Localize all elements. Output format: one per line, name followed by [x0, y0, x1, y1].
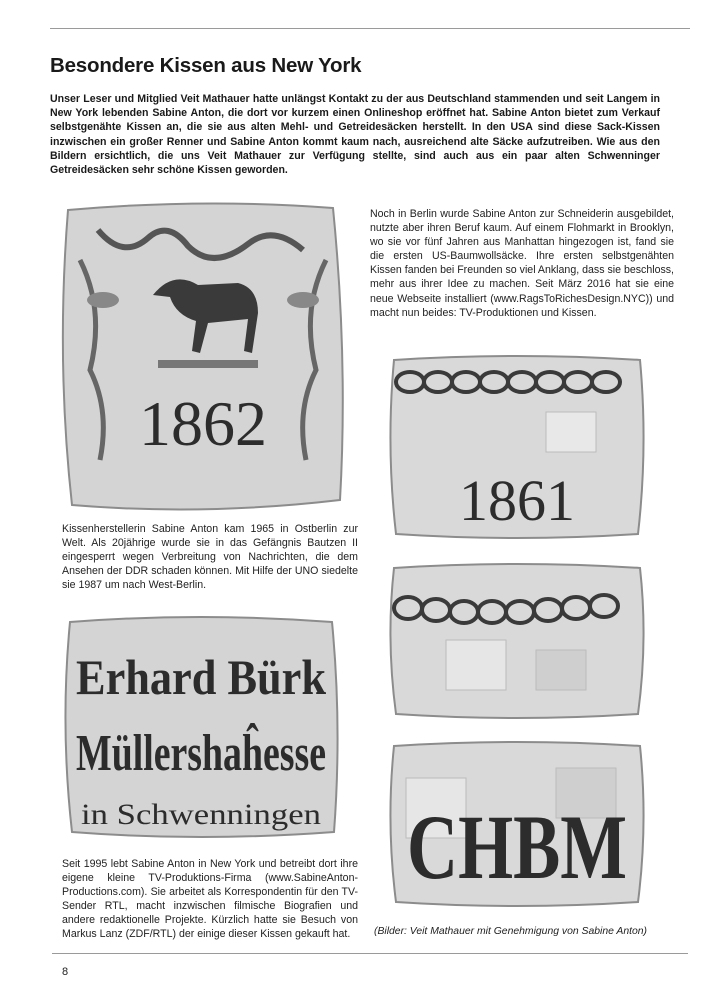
article-intro: Unser Leser und Mitglied Veit Mathauer hatte unlängst Kontakt zu der aus Deutschland stammenden und seit Langem in New York lebenden Sabine Anton, die dort vor kurzem einen Onlineshop eröffnet hat. Sabine Anton bietet zum Verkauf selbstgenähte Kissen an, die sie aus alten Mehl- und Getreidesäcken herstellt. In den USA sind diese Sack-Kissen inzwischen ein großer Renner und Sabine Anton kommt kaum nach, ausreichend alte Säcke aufzutreiben. Wie aus den Bildern ersichtlich, die uns Veit Mathauer zur Verfügung stellte, sind auch aus ein paar alten Schwenninger Getreidesäcken sehr schöne Kissen geworden. [50, 93, 660, 177]
pillow-1862-label: 1862 [139, 388, 267, 459]
photo-credit: (Bilder: Veit Mathauer mit Genehmigung von Sabine Anton) [374, 926, 647, 937]
pillow-chain-photo [386, 560, 648, 722]
pillow-erhard-line2: Müllershaĥesse [76, 725, 420, 782]
paragraph-berlin: Noch in Berlin wurde Sabine Anton zur Schneiderin ausgebildet, nutzte aber ihren Beruf kaum. Auf einem Flohmarkt in Brooklyn, wo sie vor fünf Jahren aus Manhattan hingezogen ist, fand sie die ersten US-Baumwollsäcke. Ihre ersten selbstgenähten Kissen fanden bei Freunden so viel Anklang, dass sie beschloss, mehr aus ihrer Idee zu machen. Seit März 2016 hat sie eine neue Webseite installiert (www.RagsToRichesDesign.NYC)) und macht nun beides: TV-Produktionen und Kissen. [370, 208, 674, 319]
pillow-erhard-photo [60, 612, 420, 840]
article-title: Besondere Kissen aus New York [50, 54, 362, 77]
pillow-erhard-line1: Erhard Bürk [76, 649, 327, 705]
pillow-1861-photo [386, 352, 648, 542]
pillow-1861-label: 1861 [459, 468, 575, 533]
bottom-rule [52, 953, 688, 954]
pillow-chbm-photo [386, 738, 648, 910]
top-rule [50, 28, 690, 29]
pillow-1862-photo [58, 200, 348, 520]
page-number: 8 [62, 966, 69, 978]
paragraph-bio: Kissenherstellerin Sabine Anton kam 1965 in Ostberlin zur Welt. Als 20jährige wurde sie in das Gefängnis Bautzen II eingesperrt wegen Verbreitung von Nachrichten, die dem Ansehen der DDR schaden können. Mit Hilfe der UNO siedelte sie 1987 um nach West-Berlin. [62, 523, 358, 592]
pillow-erhard-line3: in Schwenningen [81, 798, 321, 831]
pillow-chbm-label: CHBM [407, 796, 627, 898]
paragraph-new-york: Seit 1995 lebt Sabine Anton in New York und betreibt dort ihre eigene kleine TV-Produktions-Firma (www.SabineAnton-Productions.com). Sie arbeitet als Korrespondentin für den TV-Sender RTL, macht inzwischen filmische Biografien und andere redaktionelle Projekte. Kürzlich hatte sie Besuch von Markus Lanz (ZDF/RTL) der einige dieser Kissen gekauft hat. [62, 858, 358, 941]
